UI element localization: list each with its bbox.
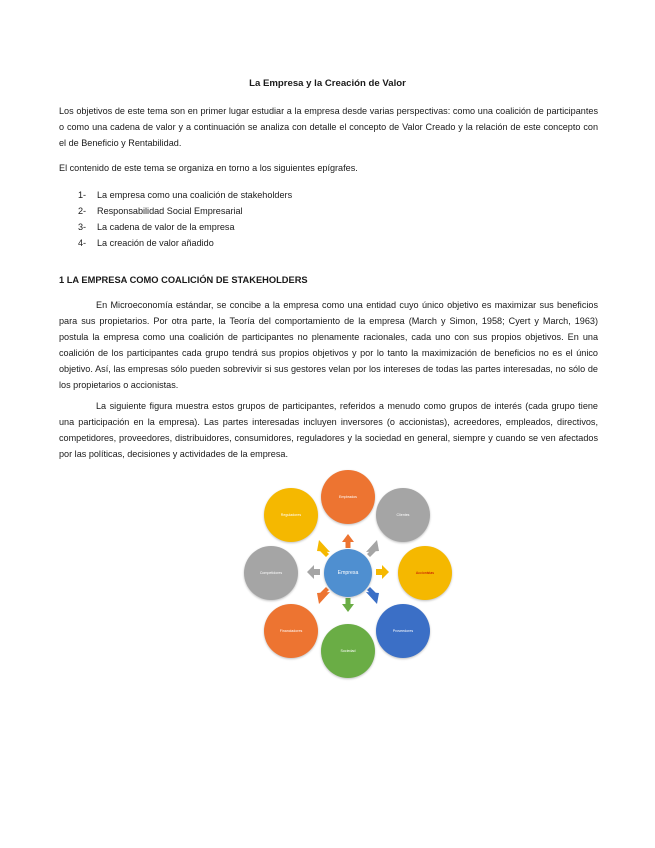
arrow-down [342,598,354,612]
node-accionistas [398,546,452,600]
node-label: Competidores [259,571,283,575]
node-label: Empresa [337,570,359,576]
node-label: Accionistas [415,571,435,575]
section-paragraph-2: La siguiente figura muestra estos grupos de participantes, referidos a menudo como grupos de interés (cada grupo tiene una participación en la empresa). Las partes interesadas incluyen inversores (o accionistas), acreedores, empleados, directivos, competidores, proveedores, distribuidores, consumidores, reguladores y la sociedad en general, siempre y cuando se ven afectados por las políticas, decisiones y actividades de la empresa. [59,401,598,459]
list-label: La creación de valor añadido [97,238,214,248]
list-number: 3- [78,222,87,232]
node-label: Clientes [396,513,410,517]
node-label: Sociedad [340,649,356,653]
node-empleados [321,470,375,524]
list-item [78,235,292,251]
arrow-down-left [317,587,330,604]
topic-list [78,187,292,251]
list-label: La empresa como una coalición de stakeholders [97,190,293,200]
node-sociedad [321,624,375,678]
arrow-right [376,565,389,579]
list-number: 2- [78,206,87,216]
stakeholders-diagram [236,466,460,682]
list-number: 1- [78,190,87,200]
list-label: La cadena de valor de la empresa [97,222,235,232]
section-paragraph-1: En Microeconomía estándar, se concibe a la empresa como una entidad cuyo único objetivo es maximizar sus beneficios para sus propietarios. Por otra parte, la Teoría del comportamiento de la empresa (March y Simon, 1958; Cyert y March, 1963) postula la empresa como una coalición de participantes no plenamente racionales, cada uno con sus propios objetivos. En una coalición de los participantes cada grupo tendrá sus propios objetivos y por lo tanto la maximización de beneficios no es el único objetivo. Así, las empresas sólo pueden sobrevivir si sus gestores velan por los intereses de todas las partes interesadas, no sólo de los propietarios o accionistas. [59,300,598,390]
node-competidores [244,546,298,600]
node-reguladores [264,488,318,542]
center-node-empresa [324,549,372,597]
section-heading: 1 LA EMPRESA COMO COALICIÓN DE STAKEHOLDERS [59,275,308,285]
arrow-down-right [366,587,379,604]
intro-paragraph: Los objetivos de este tema son en primer lugar estudiar a la empresa desde varias perspectivas: como una coalición de participantes o como una cadena de valor y a continuación se analiza con detalle el concepto de Valor Creado y la relación de este concepto con el de Beneficio y Rentabilidad. [59,106,598,148]
node-label: Empleados [339,495,357,499]
list-item [78,203,292,219]
list-item [78,187,292,203]
node-financiadores [264,604,318,658]
arrow-left [307,565,320,579]
node-clientes [376,488,430,542]
list-item [78,219,292,235]
arrow-up [342,534,354,548]
list-number: 4- [78,238,87,248]
node-label: Reguladores [280,513,302,517]
list-label: Responsabilidad Social Empresarial [97,206,243,216]
node-proveedores [376,604,430,658]
arrow-up-right [366,540,379,557]
contents-intro: El contenido de este tema se organiza en torno a los siguientes epígrafes. [59,163,358,173]
node-label: Financiadores [279,629,303,633]
document-title: La Empresa y la Creación de Valor [249,78,406,89]
arrow-up-left [317,540,330,557]
node-label: Proveedores [392,629,414,633]
